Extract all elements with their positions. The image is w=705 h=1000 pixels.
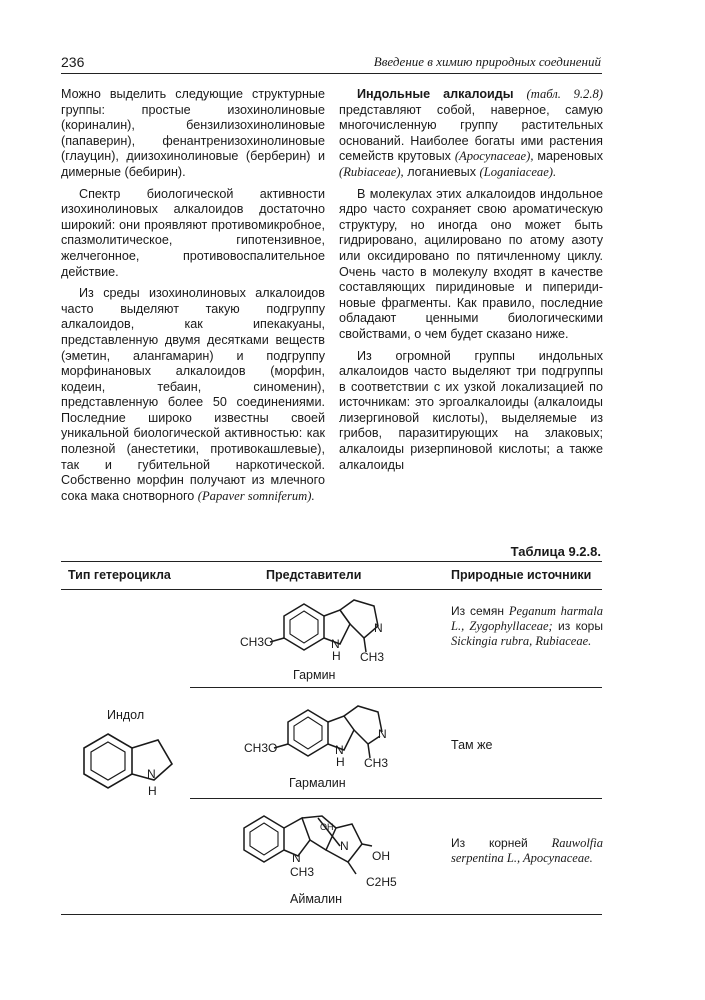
column-header-heterocycle: Тип гетероцикла <box>68 568 171 582</box>
harmine-nh-label: N <box>331 637 340 651</box>
source-text-part: Из корней <box>451 836 528 850</box>
representative-name: Гармалин <box>289 776 346 790</box>
harmaline-methoxy-label: CH3O <box>244 741 278 755</box>
paragraph: Можно выделить следующие структурные группы: простые изохинолиновые (кориналин), бензилизохинолиновые (папаверин), фенантренизохинолиновые (глауцин), диизохинолиновые (берберин) и димерные (бебирин). <box>61 87 325 179</box>
ajmaline-structure <box>240 810 420 890</box>
latin-name: (Papaver somniferum). <box>197 488 315 503</box>
source-text: Там же <box>451 738 493 752</box>
page-number: 236 <box>61 54 85 70</box>
ajmaline-oh-label: OH <box>372 849 390 863</box>
paragraph-text: логаниевых <box>407 164 477 179</box>
left-column <box>61 87 325 510</box>
column-header-representatives: Представители <box>266 568 362 582</box>
paragraph-text: представляют собой, наверное, самую многочисленную группу растительных оснований. Наиболее богаты ими растения семейств крутовых <box>339 102 603 164</box>
heterocycle-name: Индол <box>107 708 145 722</box>
harmaline-methyl-label: CH3 <box>364 756 389 770</box>
latin-name: (Loganiaceae). <box>479 164 557 179</box>
indole-structure <box>78 728 198 808</box>
harmine-methyl-label: CH3 <box>360 650 385 664</box>
section-heading: Индольные алкалоиды <box>357 87 514 101</box>
table-reference: (табл. 9.2.8) <box>526 87 603 101</box>
latin-name: (Rubiaceae), <box>339 164 404 179</box>
source-text <box>451 836 603 866</box>
table-bottom-rule <box>61 914 602 915</box>
ajmaline-oh-top-label: OH <box>320 822 334 832</box>
table-header-rule <box>61 589 602 590</box>
row-divider <box>190 687 602 688</box>
column-header-sources: Природные источники <box>451 568 592 582</box>
paragraph: В молекулах этих алкалоидов индольное ядро часто сохраняет свою ароматическую структуру, но иногда оно может быть гидрировано, ацилировано по атому азоту или оксидировано по пятичленному циклу. Очень часто в молекулу входят в качестве составляющих пиридиновые и пиперидиновые фрагменты. Как правило, последние обладают ценными биологическими свойствами, о чем будет сказано ниже. <box>339 186 603 341</box>
harmine-methoxy-label: CH3O <box>240 635 274 649</box>
paragraph <box>61 286 325 504</box>
latin-name: Rauwolfia serpentina L., Apocynaceae. <box>451 836 603 865</box>
ajmaline-ethyl-label: C2H5 <box>366 875 397 889</box>
harmaline-structure <box>244 700 414 775</box>
latin-name: Sickingia rubra, Rubiaceae. <box>451 634 592 648</box>
ajmaline-methyl-label: CH3 <box>290 865 315 879</box>
paragraph <box>339 87 603 181</box>
running-title: Введение в химию природных соединений <box>373 54 601 69</box>
indole-h-label: H <box>148 784 157 798</box>
indole-n-label: N <box>147 767 156 781</box>
paragraph-text: Из среды изохинолиновых алкалоидов часто выделяют такую подгруппу алкалоидов, как ипекакуаны, представленную двумя десятками веществ (эметин, алангамарин) и подгруппу морфинановых алкалоидов (морфин, кодеин, тебаин, синоменин), представленную более 50 соединениями. Последние широко известны своей уникальной биологической активностью: как полезной (анестетики, противокашлевые), так и губительной наркотической. Собственно морфин получают из млечного сока мака снотворного <box>61 286 325 503</box>
row-divider <box>190 798 602 799</box>
latin-name: (Apocynaceae), <box>454 149 534 164</box>
harmine-h-label: H <box>332 649 341 663</box>
paragraph-text: мареновых <box>537 149 604 164</box>
right-column <box>339 87 603 479</box>
source-text-part: из коры <box>558 619 603 633</box>
header-rule <box>61 73 602 74</box>
harmaline-n-label: N <box>378 727 387 741</box>
source-text <box>451 604 603 649</box>
ajmaline-bridge-n-label: N <box>340 839 349 853</box>
paragraph: Спектр биологической активности изохинолиновых алкалоидов достаточно широкий: они проявляют противомикробное, спазмолитическое, гипотензивное, желчегонное, противовоспалительное действие. <box>61 186 325 279</box>
harmaline-h-label: H <box>336 755 345 769</box>
representative-name: Гармин <box>293 668 336 682</box>
harmine-structure <box>240 596 410 671</box>
representative-name: Аймалин <box>290 892 343 906</box>
source-text-part: Из семян <box>451 604 504 618</box>
table-top-rule <box>61 561 602 562</box>
harmaline-nh-label: N <box>335 743 344 757</box>
latin-name: Peganum harmala L., Zygophyllaceae; <box>451 604 604 633</box>
paragraph: Из огромной группы индольных алкалоидов часто выделяют три подгруппы в соответствии с их узкой локализацией по источникам: это эргоалкалоиды (алкалоиды лизергиновой кислоты), выделяемые из грибов, паразитирующих на злаковых; алкалоиды ризерпиновой кислоты; а также алкалоиды <box>339 348 603 472</box>
harmine-n-label: N <box>374 621 383 635</box>
table-caption: Таблица 9.2.8. <box>510 544 601 559</box>
ajmaline-n-label: N <box>292 851 301 865</box>
